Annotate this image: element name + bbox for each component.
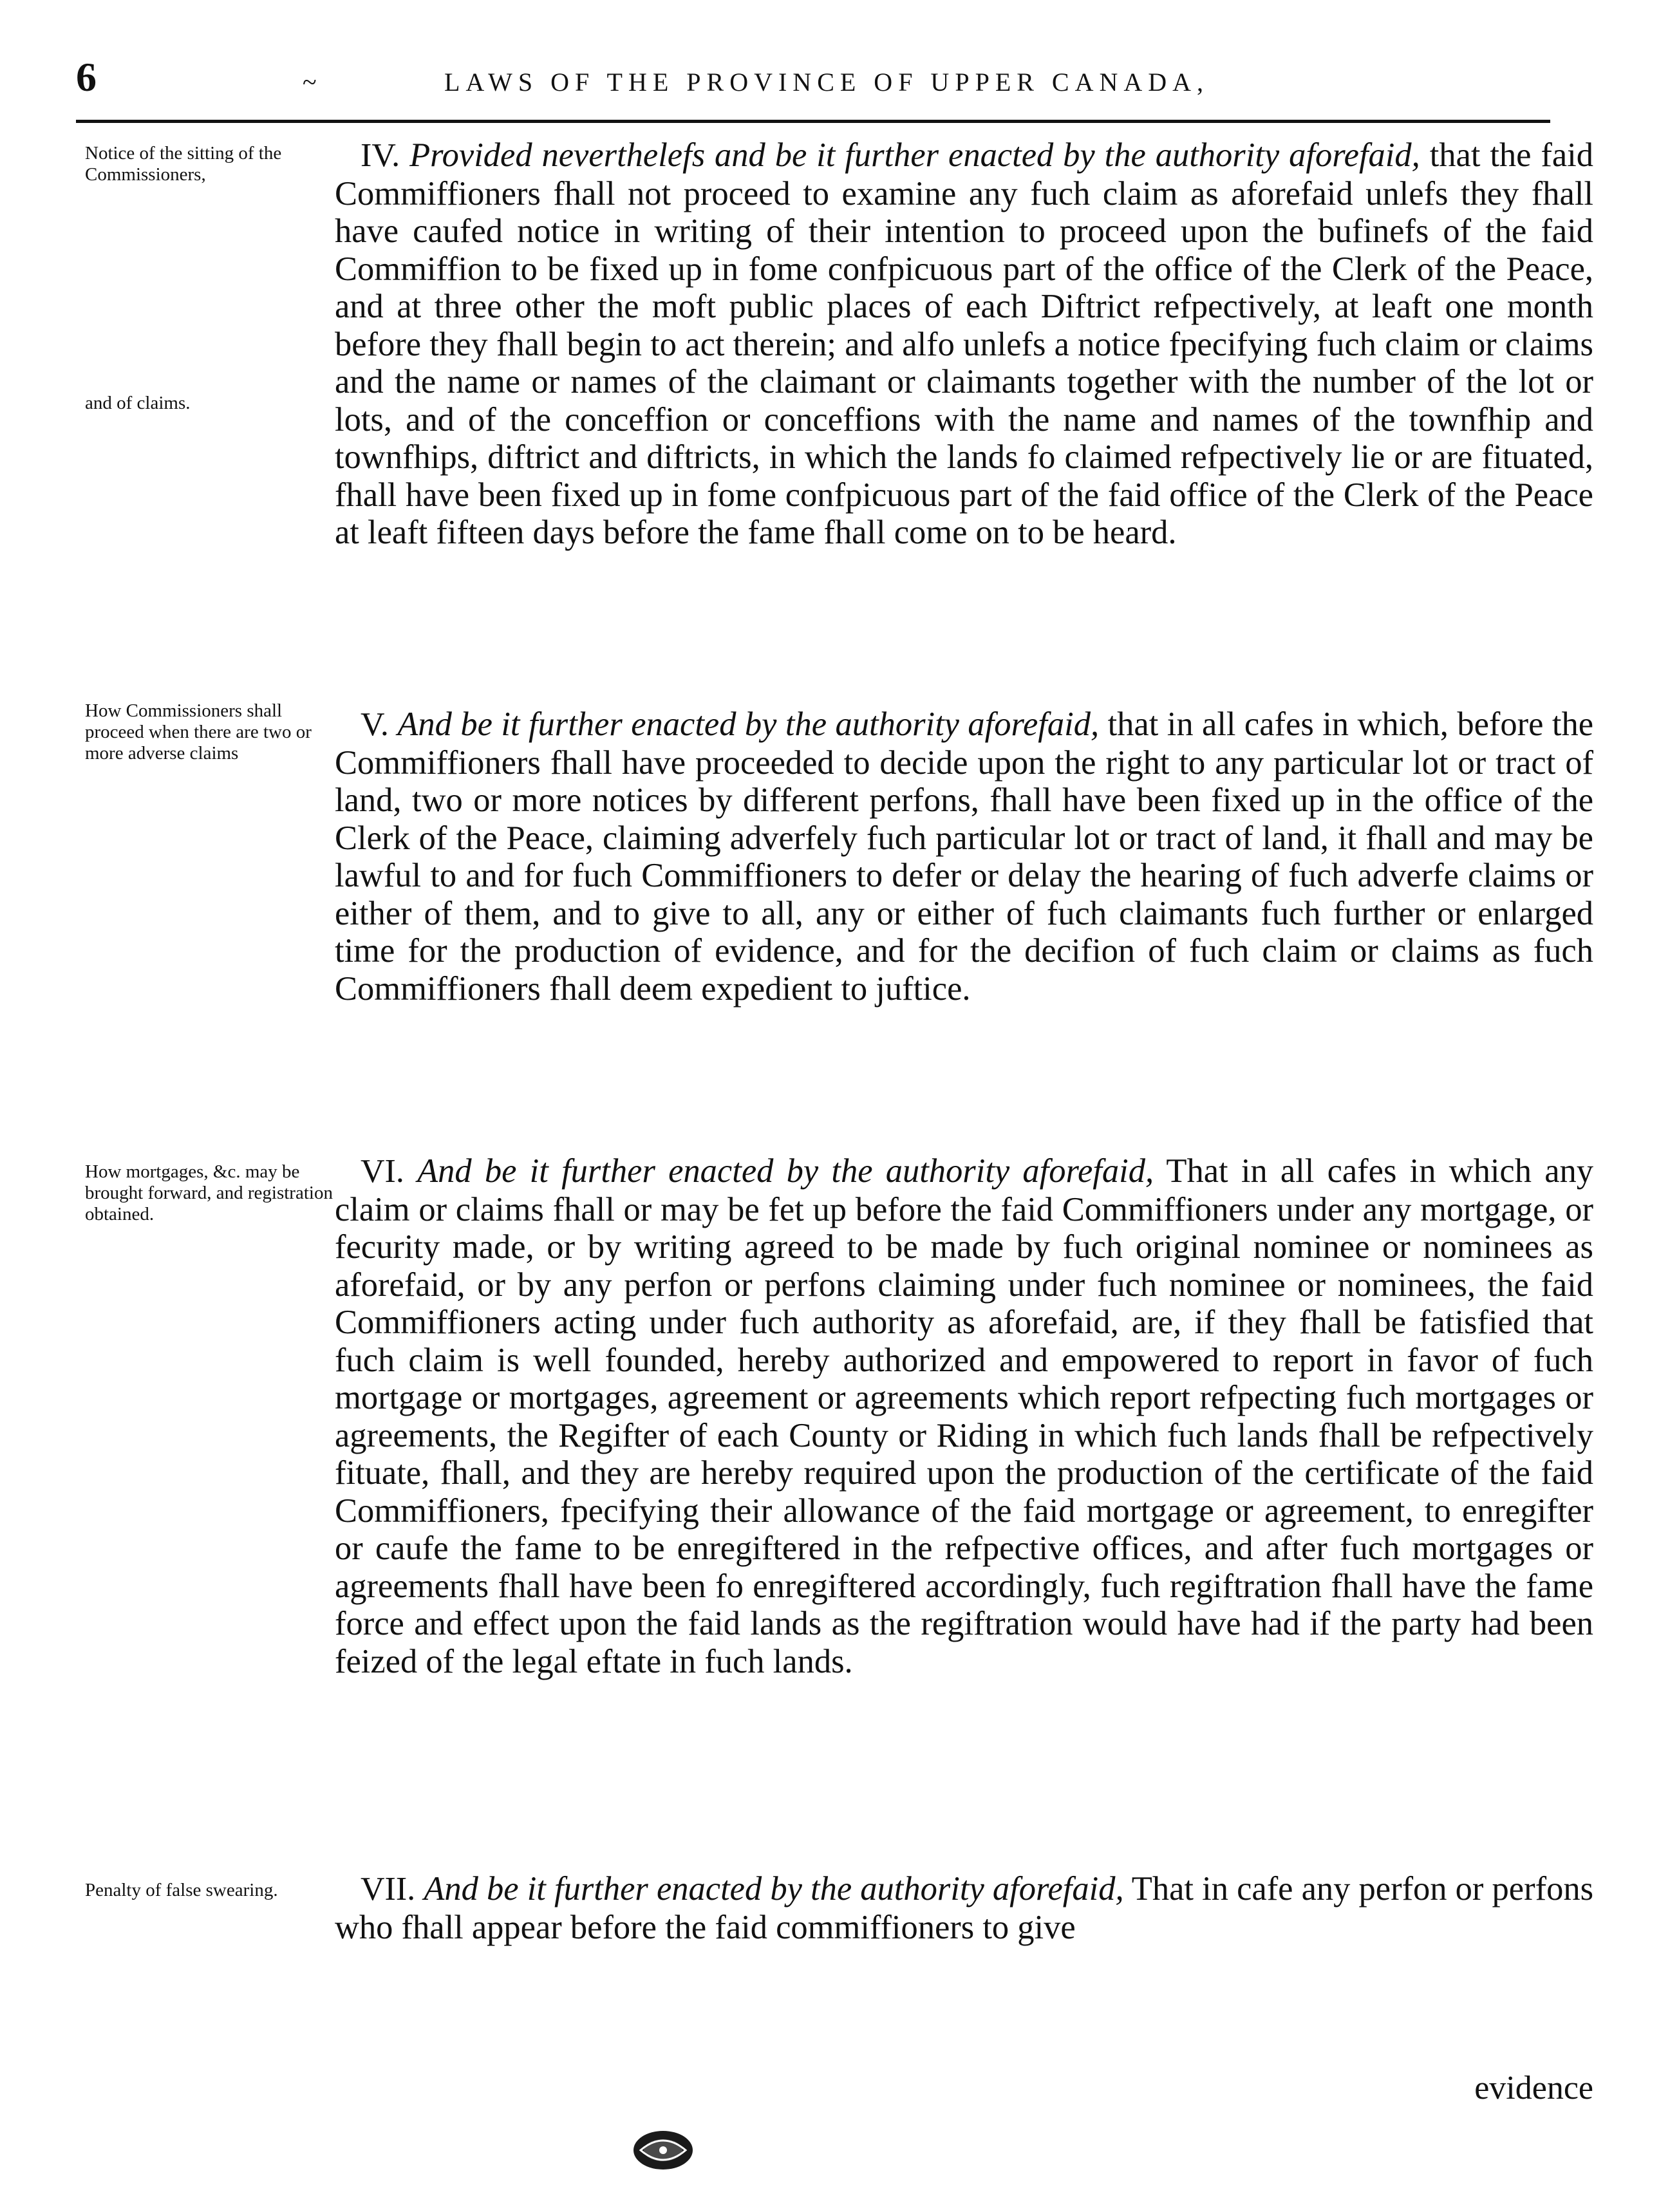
enacting-clause: And be it further enacted by the authority aforefaid, bbox=[424, 1870, 1124, 1907]
margin-note-adverse-claims: How Commissioners shall proceed when there are two or more adverse claims bbox=[85, 700, 312, 764]
enacting-clause: And be it further enacted by the authority aforefaid, bbox=[417, 1152, 1154, 1190]
running-title: LAWS OF THE PROVINCE OF UPPER CANADA, bbox=[444, 68, 1210, 97]
section-v bbox=[335, 706, 1593, 1008]
section-body: that in all cafes in which, before the Commiffioners fhall have proceeded to decide upon the right to any particular lot or tract of land, two or more notices by different perfons, fhall have been fixed up in the office of the Clerk of the Peace, claiming adverfely fuch particular lot or tract of land, it fhall and may be lawful to and for fuch Commiffioners to defer or delay the hearing of fuch adverfe claims or either of them, and to give to all, any or either of fuch claimants fuch further or enlarged time for the production of evidence, and for the decifion of fuch claim or claims as fuch Commiffioners fhall deem expedient to juftice. bbox=[335, 706, 1594, 1008]
section-number: VI. bbox=[361, 1153, 404, 1190]
section-body: That in all cafes in which any claim or claims fhall or may be fet up before the faid Commiffioners under any mortgage, or fecurity made, or by writing agreed to be made by fuch original nominee or nominees as aforefaid, or by any perfon or perfons claiming under fuch nominee or nominees, the faid Commiffioners acting under fuch authority as aforefaid, are, if they fhall be fatisfied that fuch claim is well founded, hereby authorized and empowered to report in favor of fuch mortgage or mortgages, agreement or agreements which report refpecting fuch mortgages or agreements, the Regifter of each County or Riding in which fuch lands fhall be refpectively fituate, fhall, and they are hereby required upon the production of the certificate of the faid Commiffioners, fpecifying their allowance of the faid mortgage or agreement, to enregifter or caufe the fame to be enregiftered in the refpective offices, and after fuch mortgages or agreements fhall have been fo enregiftered accordingly, fuch regiftration fhall have the fame force and effect upon the faid lands as the regiftration would have had if the party had been feized of the legal eftate in fuch lands. bbox=[335, 1152, 1593, 1680]
section-number: VII. bbox=[361, 1871, 416, 1907]
enacting-clause: And be it further enacted by the authority aforefaid, bbox=[397, 706, 1100, 743]
section-number: IV. bbox=[361, 137, 400, 174]
section-number: V. bbox=[361, 706, 389, 743]
header-ornament: ~ bbox=[303, 68, 317, 97]
margin-note-mortgages: How mortgages, &c. may be brought forward, and registration obtained. bbox=[85, 1161, 333, 1224]
header-rule bbox=[76, 120, 1550, 123]
enacting-clause: Provided neverthelefs and be it further enacted by the authority aforefaid, bbox=[409, 136, 1420, 174]
section-vii bbox=[335, 1870, 1593, 1946]
page-number: 6 bbox=[76, 54, 97, 100]
margin-note-penalty: Penalty of false swearing. bbox=[85, 1880, 278, 1900]
catchword: evidence bbox=[1474, 2070, 1593, 2106]
section-body: that the faid Commiffioners fhall not proceed to examine any fuch claim as aforefaid unlefs they fhall have caufed notice in writing of their intention to proceed upon the bufinefs of the faid Commiffion to be fixed up in fome confpicuous part of the office of the Clerk of the Peace, and at three other the moft public places of each Diftrict refpectively, at leaft one month before they fhall begin to act therein; and alfo unlefs a notice fpecifying fuch claim or claims and the name or names of the claimant or claimants together with the number of the lot or lots, and of the conceffion or conceffions with the name and names of the townfhip and townfhips, diftrict and diftricts, in which the lands fo claimed refpectively lie or are fituated, fhall have been fixed up in fome confpicuous part of the faid office of the Clerk of the Peace at leaft fifteen days before the fame fhall come on to be heard. bbox=[335, 136, 1594, 551]
printer-ornament-icon bbox=[628, 2124, 699, 2176]
section-body: That in cafe any perfon or perfons who fhall appear before the faid commiffioners to give bbox=[335, 1870, 1593, 1946]
section-vi bbox=[335, 1152, 1593, 1680]
margin-note-claims: and of claims. bbox=[85, 393, 191, 413]
section-iv bbox=[335, 136, 1593, 552]
margin-note-notice-sitting: Notice of the sitting of the Commissioners, bbox=[85, 143, 282, 185]
